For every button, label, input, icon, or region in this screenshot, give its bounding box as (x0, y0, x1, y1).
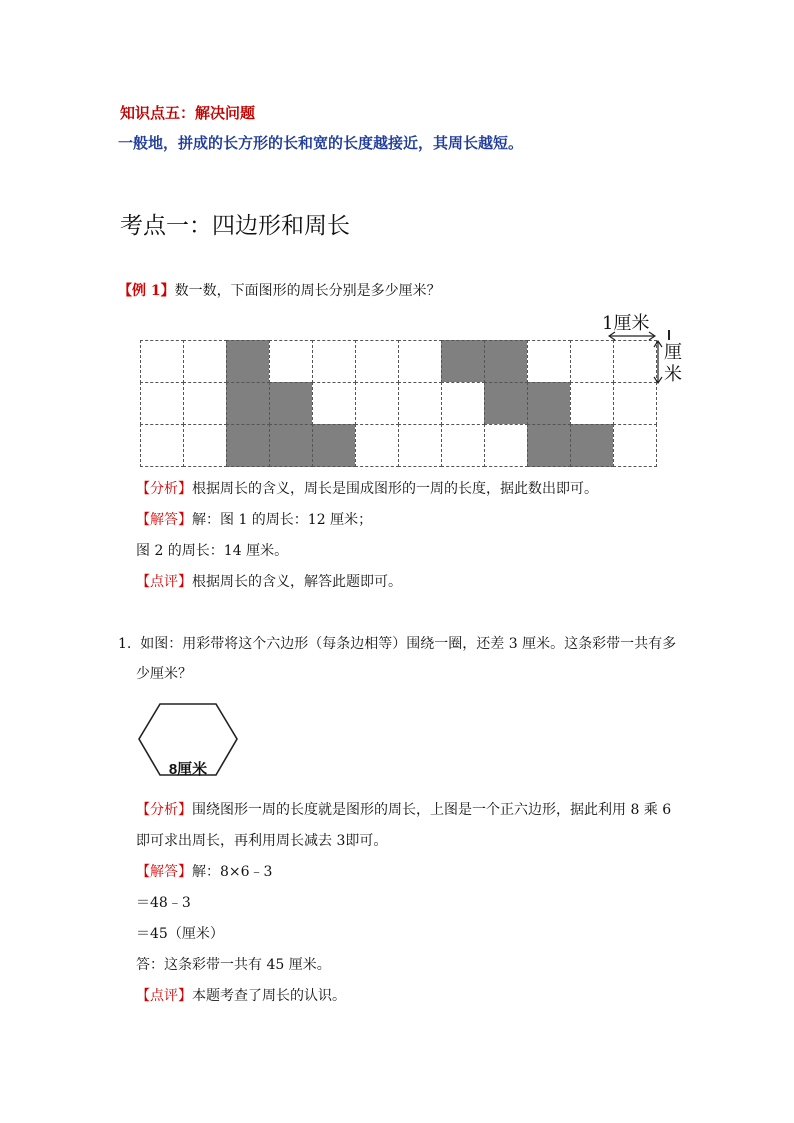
problem1-analysis-line2: 即可求出周长，再利用周长减去 3即可。 (136, 833, 388, 849)
problem1-comment: 【点评】本题考查了周长的认识。 (136, 988, 346, 1004)
problem1-analysis-line1: 【分析】围绕图形一周的长度就是图形的周长，上图是一个正六边形，据此利用 8 乘 6 (136, 802, 672, 818)
grid-cell-shaded (484, 340, 528, 383)
grid-cell-shaded (484, 382, 528, 425)
grid-cell (140, 382, 184, 425)
grid-cell (398, 340, 442, 383)
example1-analysis: 【分析】根据周长的含义，周长是围成图形的一周的长度，据此数出即可。 (136, 481, 598, 497)
grid-cell (312, 382, 356, 425)
knowledge-point-body: 一般地，拼成的长方形的长和宽的长度越接近，其周长越短。 (118, 134, 524, 152)
example1-comment: 【点评】根据周长的含义，解答此题即可。 (136, 574, 402, 590)
grid-cell (269, 340, 313, 383)
vertical-unit-tick (668, 330, 670, 340)
section-title: 考点一：四边形和周长 (120, 213, 350, 239)
grid-cell (570, 340, 614, 383)
grid-cell (484, 424, 528, 467)
grid-cell-shaded (527, 382, 571, 425)
grid-cell-shaded (570, 424, 614, 467)
hexagon-side-label: 8厘米 (168, 761, 208, 778)
problem1-answer-line2: ＝48﹣3 (136, 895, 191, 911)
vertical-unit-label: 厘 米 (664, 342, 682, 385)
vertical-unit-arrow (652, 340, 664, 384)
grid-cell (527, 340, 571, 383)
grid-cell-shaded (527, 424, 571, 467)
problem1-question-line1: 1. 如图：用彩带将这个六边形（每条边相等）围绕一圈，还差 3 厘米。这条彩带一共有多 (118, 636, 677, 652)
problem1-answer-line3: ＝45（厘米） (136, 926, 224, 942)
grid-cell (613, 340, 657, 383)
grid-figure (140, 312, 700, 472)
example1-answer: 【解答】解：图 1 的周长：12 厘米； (136, 512, 373, 528)
problem1-answer-line4: 答：这条彩带一共有 45 厘米。 (136, 957, 331, 973)
example1-question: 【例 1】数一数，下面图形的周长分别是多少厘米？ (118, 283, 441, 299)
grid-cell (613, 382, 657, 425)
example1-answer-line2: 图 2 的周长：14 厘米。 (136, 543, 289, 559)
grid-cell (398, 382, 442, 425)
grid-cell (183, 340, 227, 383)
grid-cell (355, 424, 399, 467)
grid-cell-shaded (226, 340, 270, 383)
problem1-answer-line1: 【解答】解：8×6﹣3 (136, 864, 273, 880)
grid-cell (355, 382, 399, 425)
grid-cell-shaded (312, 424, 356, 467)
horizontal-unit-label: 1厘米 (602, 313, 650, 334)
grid-cell (312, 340, 356, 383)
grid-cell (441, 424, 485, 467)
grid-cell-shaded (441, 340, 485, 383)
grid-cell (398, 424, 442, 467)
grid-cell (183, 424, 227, 467)
grid-cell (140, 424, 184, 467)
grid-cell-shaded (226, 424, 270, 467)
grid-cell (183, 382, 227, 425)
example1-tag: 【例 1】 (118, 283, 175, 299)
grid-cell (570, 382, 614, 425)
grid-cell-shaded (226, 382, 270, 425)
hexagon-figure (136, 697, 240, 785)
grid-cell (441, 382, 485, 425)
problem1-question-line2: 少厘米？ (136, 666, 192, 682)
grid-cell-shaded (269, 382, 313, 425)
grid-cell (140, 340, 184, 383)
grid-cell-shaded (269, 424, 313, 467)
grid-cell (613, 424, 657, 467)
knowledge-point-title: 知识点五：解决问题 (120, 104, 256, 122)
grid-cell (355, 340, 399, 383)
